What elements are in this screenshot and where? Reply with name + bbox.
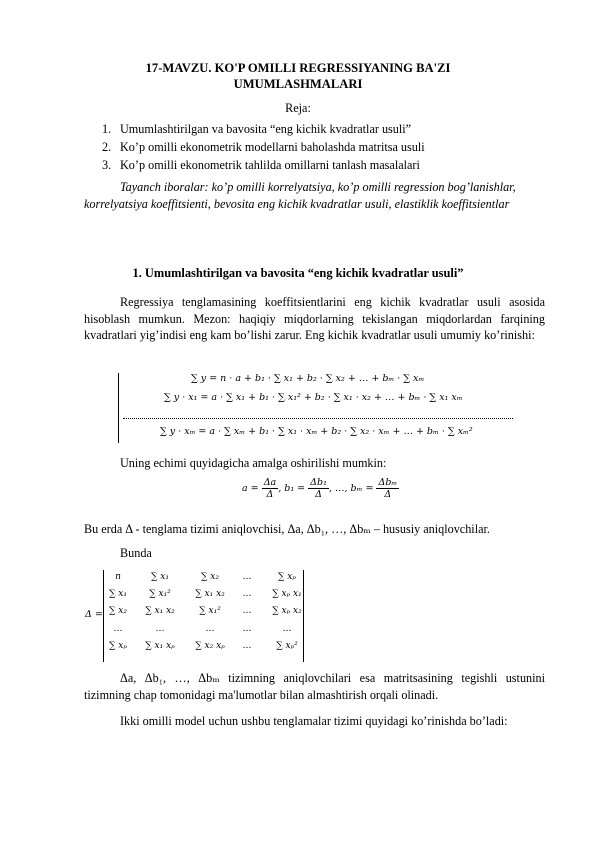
- bm-numerator: Δbₘ: [378, 477, 398, 488]
- plan-label: Reja:: [285, 101, 311, 115]
- a-fraction: [262, 477, 279, 500]
- matrix-cell: ∑ x₂: [109, 606, 127, 616]
- section-1-title: 1. Umumlashtirilgan va bavosita “eng kichik kvadratlar usuli”: [132, 266, 464, 280]
- matrix-cell: …: [242, 589, 252, 599]
- matrix-cell: ∑ x₁²: [149, 589, 171, 599]
- matrix-cell: ∑ xₚ x₁: [272, 589, 302, 599]
- a-denominator: Δ: [266, 489, 274, 500]
- matrix-cell: …: [242, 572, 252, 582]
- paragraph-determinants: Bu erda Δ - tenglama tizimi aniqlovchisi, Δa, Δb₁, …, Δbₘ – hususiy aniqlovchilar.: [84, 522, 490, 536]
- b1-numerator: Δb₁: [310, 477, 327, 488]
- plan-item-2: [102, 139, 425, 155]
- plan-item-text: Ko’p omilli ekonometrik tahlilda omillarni tanlash masalalari: [120, 158, 420, 172]
- matrix-cell: ∑ x₁ x₂: [195, 589, 225, 599]
- b1-denominator: Δ: [315, 489, 322, 500]
- matrix-cell: …: [242, 624, 252, 634]
- matrix-cell: …: [155, 624, 165, 634]
- a-lhs: a =: [242, 483, 259, 494]
- system-dotted-separator: [123, 418, 513, 419]
- matrix-cell: ∑ x₂ xₚ: [195, 641, 225, 651]
- matrix-cell: ∑ xₚ²: [276, 641, 298, 651]
- matrix-cell: ∑ x₁²: [199, 606, 221, 616]
- matrix-cell: ∑ x₁ x₂: [145, 606, 175, 616]
- plan-item-3: [102, 157, 420, 173]
- equation-1: ∑ y = n · a + b₁ · ∑ x₁ + b₂ · ∑ x₂ + … + bₘ · ∑ xₘ: [191, 373, 425, 384]
- matrix-cell: ∑ xₚ: [278, 572, 296, 582]
- plan-item-number: 2.: [102, 140, 112, 154]
- matrix-cell: ∑ xₚ: [109, 641, 127, 651]
- matrix-cell: ∑ x₁: [109, 589, 127, 599]
- equation-3: ∑ y · xₘ = a · ∑ xₘ + b₁ · ∑ x₁ · xₘ + b₂ · ∑ x₂ · xₘ + … + bₘ · ∑ xₘ²: [160, 426, 473, 437]
- paragraph-determinant-replacement: Δa, Δb₁, …, Δbₘ tizimning aniqlovchilari esa matritsasining tegishli ustunini tizimning chap tomonidagi ma'lumotlar bilan almashtirish orqali olinadi.: [84, 671, 545, 702]
- matrix-cell: ∑ x₁: [151, 572, 169, 582]
- matrix-cell: n: [115, 572, 121, 582]
- plan-item-number: 3.: [102, 158, 112, 172]
- bm-lhs: bₘ =: [350, 483, 374, 494]
- equation-2: ∑ y · x₁ = a · ∑ x₁ + b₁ · ∑ x₁² + b₂ · ∑ x₁ · x₂ + … + bₘ · ∑ x₁ xₘ: [164, 392, 463, 403]
- paragraph-intro: Regressiya tenglamasining koeffitsientlarini eng kichik kvadratlar usuli asosida hisoblash mumkun. Mezon: haqiqiy miqdorlarning tekislangan miqdorlardan farqining kvadratlari yig’indisi eng kam bo’lishi zarur. Eng kichik kvadratlar usuli umumiy ko’rinishi:: [84, 295, 545, 342]
- plan-item-text: Ko’p omilli ekonometrik modellarni baholashda matritsa usuli: [120, 140, 425, 154]
- document-title: [0, 60, 596, 92]
- bm-denominator: Δ: [384, 489, 392, 500]
- paragraph-solution-intro: Uning echimi quyidagicha amalga oshirilishi mumkin:: [120, 456, 387, 470]
- plan-item-number: 1.: [102, 122, 112, 136]
- a-numerator: Δa: [263, 477, 277, 488]
- matrix-cell: ∑ x₁ xₚ: [145, 641, 175, 651]
- matrix-cell: …: [242, 606, 252, 616]
- plan-item-1: [102, 121, 411, 137]
- matrix-cell: ∑ xₚ x₂: [272, 606, 302, 616]
- paragraph-two-factor-model: Ikki omilli model uchun ushbu tenglamalar tizimi quyidagi ko’rinishda bo’ladi:: [120, 714, 508, 728]
- solution-ellipsis: , …,: [328, 483, 351, 494]
- key-terms-paragraph: Tayanch iboralar: ko’p omilli korrelyatsiya, ko’p omilli regression bog’lanishlar, korrelyatsiya koeffitsienti, bevosita eng kichik kvadratlar usuli, elastiklik koeffitsientlar: [84, 180, 516, 211]
- matrix-cell: …: [242, 641, 252, 651]
- matrix-cell: ∑ x₂: [201, 572, 219, 582]
- matrix-cell: …: [282, 624, 292, 634]
- plan-item-text: Umumlashtirilgan va bavosita “eng kichik kvadratlar usuli”: [120, 122, 412, 136]
- system-brace: [118, 373, 119, 443]
- bm-fraction: [376, 477, 399, 500]
- bunda-label: Bunda: [120, 546, 152, 560]
- matrix-lhs: Δ =: [85, 609, 103, 620]
- matrix-cell: …: [113, 624, 123, 634]
- solution-formula: [242, 477, 399, 500]
- title-line-1: 17-MAVZU. KO'P OMILLI REGRESSIYANING BA'ZI: [145, 61, 451, 75]
- b1-fraction: [308, 477, 329, 500]
- title-line-2: UMUMLASHMALARI: [233, 77, 363, 91]
- matrix-cell: …: [205, 624, 215, 634]
- b1-lhs: , b₁ =: [278, 483, 306, 494]
